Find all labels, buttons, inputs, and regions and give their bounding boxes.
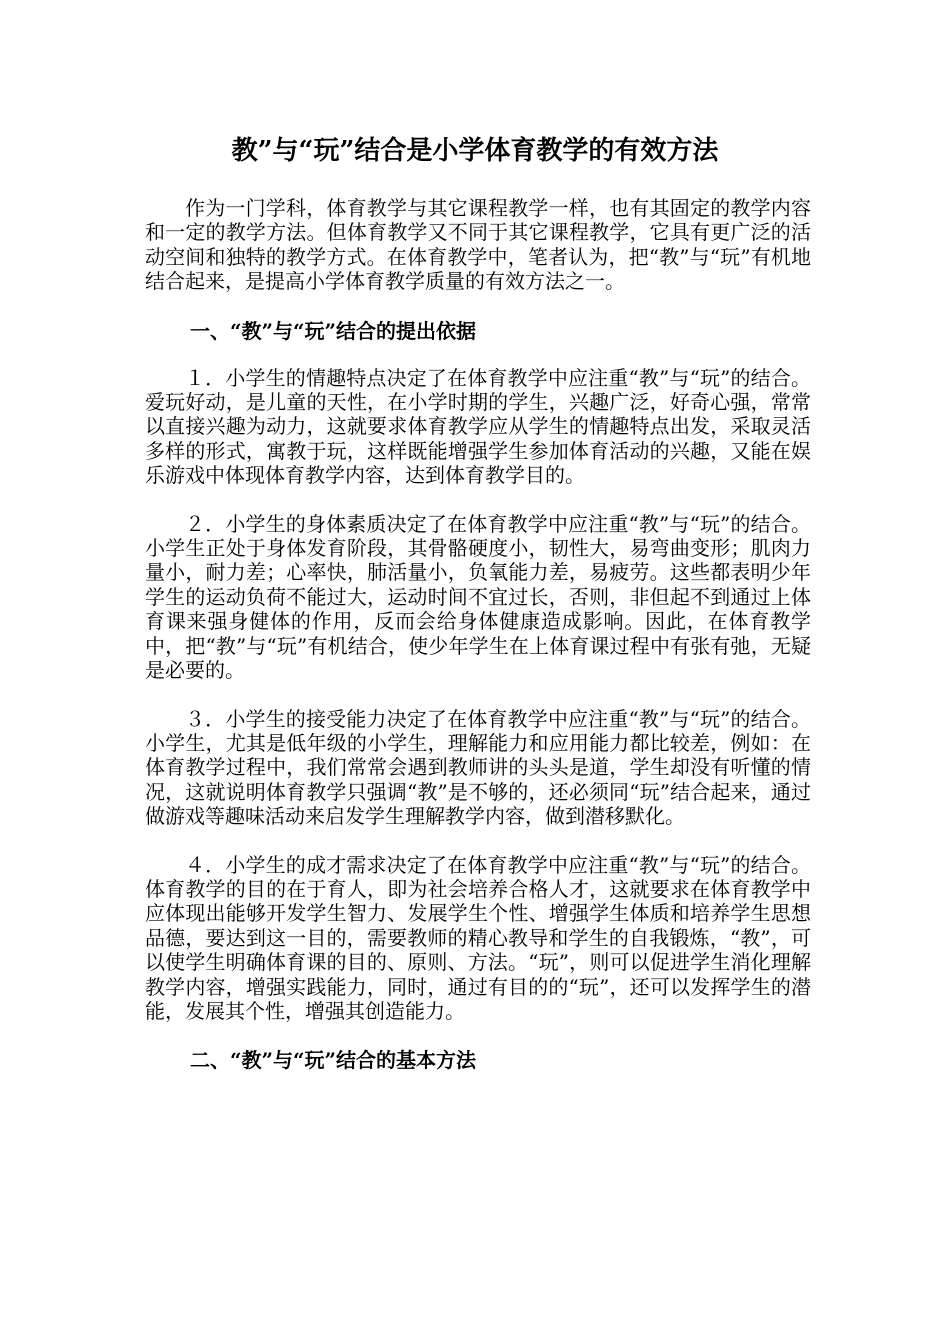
paragraph-4: ４．小学生的成才需求决定了在体育教学中应注重“教”与“玩”的结合。体育教学的目的在于育人，即为社会培养合格人才，这就要求在体育教学中应体现出能够开发学生智力、发展学生个性、增强学生体质和培养学生思想品德，要达到这一目的，需要教师的精心教导和学生的自我锻炼，“教”，可以使学生明确体育课的目的、原则、方法。“玩”，则可以促进学生消化理解教学内容，增强实践能力，同时，通过有目的的“玩”，还可以发挥学生的潜能，发展其个性，增强其创造能力。 xyxy=(145,852,811,1023)
document-body xyxy=(145,196,811,1073)
intro-paragraph: 作为一门学科，体育教学与其它课程教学一样，也有其固定的教学内容和一定的教学方法。但体育教学又不同于其它课程教学，它具有更广泛的活动空间和独特的教学方式。在体育教学中，笔者认为，把“教”与“玩”有机地结合起来，是提高小学体育教学质量的有效方法之一。 xyxy=(145,196,811,294)
document-title: 教”与“玩”结合是小学体育教学的有效方法 xyxy=(231,136,719,166)
section-heading-2: 二、“教”与“玩”结合的基本方法 xyxy=(190,1048,477,1073)
paragraph-1: １．小学生的情趣特点决定了在体育教学中应注重“教”与“玩”的结合。爱玩好动，是儿童的天性，在小学时期的学生，兴趣广泛，好奇心强，常常以直接兴趣为动力，这就要求体育教学应从学生的情趣特点出发，采取灵活多样的形式，寓教于玩，这样既能增强学生参加体育活动的兴趣，又能在娱乐游戏中体现体育教学内容，达到体育教学目的。 xyxy=(145,365,811,488)
section-heading-1: 一、“教”与“玩”结合的提出依据 xyxy=(190,318,477,343)
paragraph-2: ２．小学生的身体素质决定了在体育教学中应注重“教”与“玩”的结合。小学生正处于身体发育阶段，其骨骼硬度小，韧性大，易弯曲变形；肌肉力量小，耐力差；心率快，肺活量小，负氧能力差，易疲劳。这些都表明少年学生的运动负荷不能过大，运动时间不宜过长，否则，非但起不到通过上体育课来强身健体的作用，反而会给身体健康造成影响。因此，在体育教学中，把“教”与“玩”有机结合，使少年学生在上体育课过程中有张有弛，无疑是必要的。 xyxy=(145,511,811,683)
paragraph-3: ３．小学生的接受能力决定了在体育教学中应注重“教”与“玩”的结合。小学生，尤其是低年级的小学生，理解能力和应用能力都比较差，例如：在体育教学过程中，我们常常会遇到教师讲的头头是道，学生却没有听懂的情况，这就说明体育教学只强调“教”是不够的，还必须同“玩”结合起来，通过做游戏等趣味活动来启发学生理解教学内容，做到潜移默化。 xyxy=(145,706,811,829)
